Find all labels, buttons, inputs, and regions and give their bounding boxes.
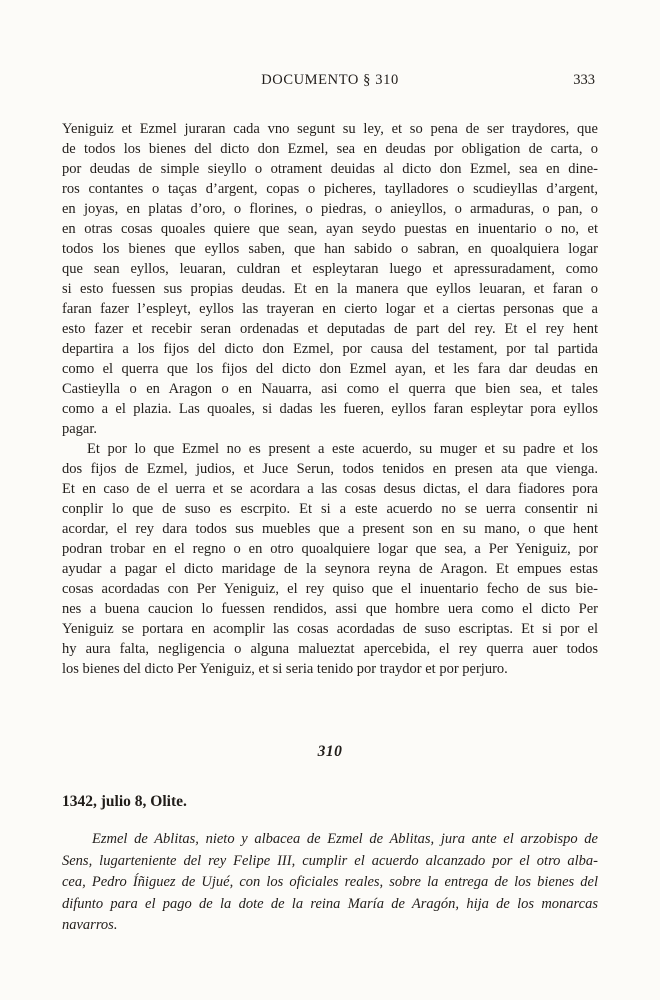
text-line: pagar.	[62, 421, 98, 437]
text-line: podran trobar en el regno o en otro quoalquiere logar que sea, a Per Yeniguiz, por	[62, 541, 598, 557]
text-line: conplir lo que de suso es escrpito. Et si a este acuerdo no se uerra consentir ni	[62, 501, 598, 517]
paragraph-continuation	[62, 119, 598, 439]
text-line: navarros.	[62, 917, 118, 933]
page-number: 333	[573, 72, 595, 88]
text-line: ros contantes o taças d’argent, copas o picheres, taylladores o scudieyllas d’argent,	[62, 181, 598, 197]
text-line: si esto fuessen sus propias deudas. Et en la manera que eyllos leuaran, et faran o	[62, 281, 598, 297]
text-line: por deudas de simple sieyllo o otrament deuidas al dicto don Ezmel, sea en dine-	[62, 161, 598, 177]
text-line: Yeniguiz et Ezmel juraran cada vno segunt su ley, et so pena de ser traydores, que	[62, 121, 598, 137]
text-line: Ezmel de Ablitas, nieto y albacea de Ezmel de Ablitas, jura ante el arzobispo de	[92, 831, 598, 847]
text-line: Sens, lugarteniente del rey Felipe III, cumplir el acuerdo alcanzado por el otro alba-	[62, 852, 598, 869]
text-line: esto fazer et recebir seran ordenadas et deputadas de part del rey. Et el rey hent	[62, 321, 598, 337]
text-line: departira a los fijos del dicto don Ezmel, por causa del testament, por tal partida	[62, 341, 598, 357]
document-body	[62, 119, 598, 679]
text-line: todos los bienes que eyllos saben, que han sabido o sabran, en quoalquiera logar	[62, 241, 598, 257]
text-line: Yeniguiz se portara en acomplir las cosas acordadas de suso escriptas. Et si por el	[62, 621, 598, 637]
text-line: Et en caso de el uerra et se acordara a las cosas desus dictas, el dara fiadores pora	[62, 481, 598, 497]
page-header	[62, 71, 598, 89]
text-line: acordar, el rey dara todos sus muebles que a present son en su mano, o que hent	[62, 521, 598, 537]
text-line: los bienes del dicto Per Yeniguiz, et si seria tenido por traydor et por perjuro.	[62, 661, 508, 677]
text-line: nes a buena caucion lo fuessen rendidos, assi que hombre uera como el dicto Per	[62, 601, 598, 617]
paragraph-second	[62, 439, 598, 679]
text-line: hy aura falta, negligencia o alguna malueztat apercebida, el rey querra auer todos	[62, 641, 598, 657]
text-line: Castieylla o en Aragon o en Nauarra, asi como el querra que bien sea, et tales	[62, 381, 598, 397]
text-line: dos fijos de Ezmel, judios, et Juce Serun, todos tenidos en presen ata que vienga.	[62, 461, 598, 477]
text-line: difunto para el pago de la dote de la reina María de Aragón, hija de los monarcas	[62, 895, 598, 912]
text-column	[62, 0, 598, 937]
document-number-heading: 310	[317, 743, 343, 760]
text-line: en otras cosas quoales quiere que sean, ayan seydo puestas en inuentario o no, et	[62, 221, 598, 237]
text-line: que sean eyllos, leuaran, culdran et espleytaran luego et apressuradament, como	[62, 261, 598, 277]
text-line: Et por lo que Ezmel no es present a este acuerdo, su muger et su padre et los	[87, 441, 598, 457]
text-line: como a el plazia. Las quoales, si dadas les fueren, eyllos faran espleytar pora eyllos	[62, 401, 598, 417]
text-line: como el querra que los fijos del dicto don Ezmel ayan, et les fara dar deudas en	[62, 361, 598, 377]
document-summary	[62, 829, 598, 937]
text-line: cea, Pedro Íñiguez de Ujué, con los oficiales reales, sobre la entrega de los bienes del	[62, 874, 598, 890]
text-line: de todos los bienes del dicto don Ezmel, sea en deudas por obligation de carta, o	[62, 141, 598, 157]
text-line: cosas acordadas con Per Yeniguiz, el rey quiso que el inuentario fecho de sus bie-	[62, 581, 598, 597]
text-line: ayudar a pagar el dicto maridage de la seynora reyna de Aragon. Et empues estas	[62, 561, 598, 577]
date-place-line: 1342, julio 8, Olite.	[62, 793, 187, 810]
text-line: faran fazer l’espleyt, eyllos las trayeran en cierto logar et a ciertas personas que a	[62, 301, 598, 317]
running-title: DOCUMENTO § 310	[261, 72, 399, 88]
text-line: en joyas, en platas d’oro, o florines, o piedras, o anieyllos, o armaduras, o pan, o	[62, 201, 598, 217]
